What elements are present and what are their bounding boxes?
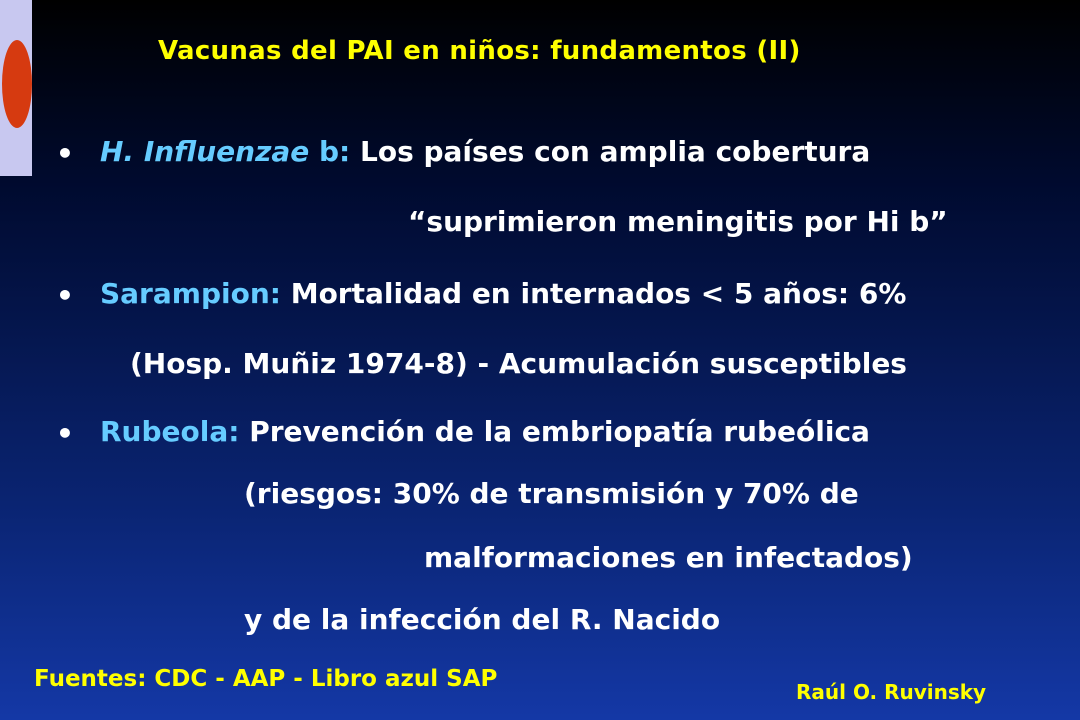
bullet-sarampion: •: [56, 279, 74, 312]
decorative-oval: [2, 40, 32, 128]
item-sarampion-label: Sarampion:: [100, 277, 281, 310]
bullet-hib: •: [56, 137, 74, 170]
item-sarampion-text: Mortalidad en internados < 5 años: 6%: [280, 277, 907, 310]
item-sarampion-continuation-1: (Hosp. Muñiz 1974-8) - Acumulación susceptibles: [130, 347, 907, 380]
item-hib-label: H. Influenzae: [100, 135, 310, 168]
item-hib-label-suffix: b:: [309, 135, 351, 168]
item-hib-continuation-1: “suprimieron meningitis por Hi b”: [408, 205, 948, 238]
bullet-rubeola: •: [56, 417, 74, 450]
item-rubeola-continuation-3: y de la infección del R. Nacido: [244, 603, 721, 636]
item-sarampion: [100, 277, 907, 310]
slide-title: Vacunas del PAI en niños: fundamentos (II): [158, 36, 801, 66]
item-rubeola-label: Rubeola:: [100, 415, 240, 448]
item-rubeola-text: Prevención de la embriopatía rubeólica: [239, 415, 870, 448]
item-hib-text: Los países con amplia cobertura: [350, 135, 871, 168]
item-rubeola-continuation-1: (riesgos: 30% de transmisión y 70% de: [244, 477, 859, 510]
item-hib: [100, 135, 871, 168]
footer-sources: Fuentes: CDC - AAP - Libro azul SAP: [34, 666, 498, 692]
footer-author: Raúl O. Ruvinsky: [796, 680, 987, 704]
item-rubeola: [100, 415, 870, 448]
item-rubeola-continuation-2: malformaciones en infectados): [424, 541, 913, 574]
